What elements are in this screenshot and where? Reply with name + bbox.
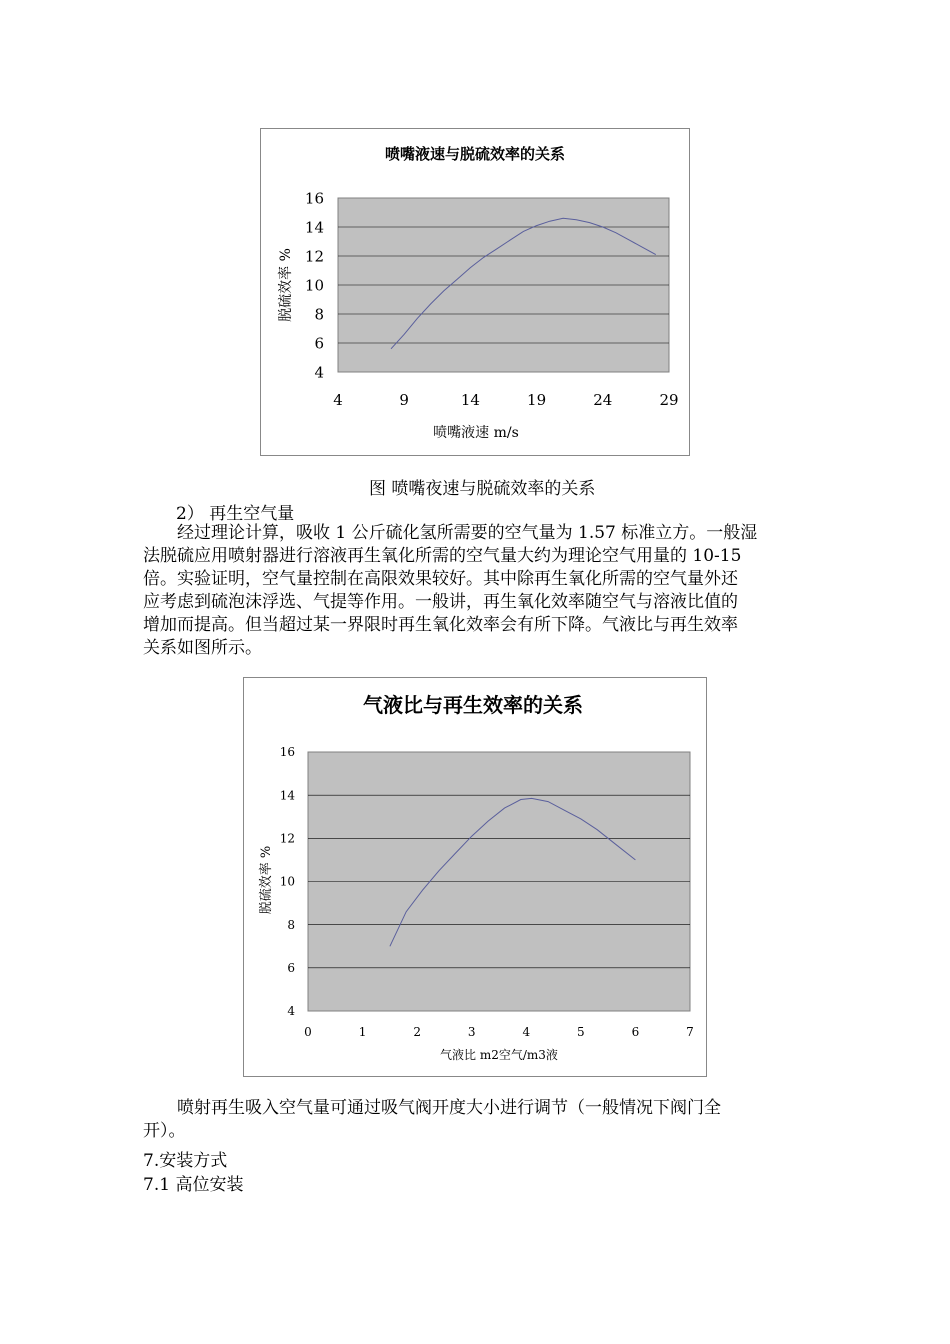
- x-tick-labels: [304, 1025, 694, 1039]
- x-tick-label: 29: [659, 391, 679, 409]
- y-tick-label: 16: [304, 189, 324, 208]
- chart-nozzle-velocity-svg: [261, 129, 689, 455]
- y-tick-label: 6: [287, 961, 295, 976]
- paragraph-air-volume: [143, 522, 808, 660]
- paragraph-line: 法脱硫应用喷射器进行溶液再生氧化所需的空气量大约为理论空气用量的 10-15: [143, 546, 742, 566]
- chart-title: 喷嘴液速与脱硫效率的关系: [384, 145, 566, 163]
- y-tick-label: 12: [279, 831, 295, 846]
- y-tick-label: 8: [287, 917, 295, 932]
- y-tick-label: 8: [314, 305, 324, 324]
- y-tick-label: 14: [304, 218, 324, 237]
- x-tick-label: 4: [333, 391, 343, 409]
- chart-nozzle-velocity: [260, 128, 690, 456]
- y-tick-label: 14: [279, 788, 295, 803]
- paragraph-line: 关系如图所示。: [143, 638, 262, 658]
- y-tick-label: 16: [279, 745, 295, 760]
- x-tick-label: 4: [522, 1025, 531, 1039]
- y-tick-label: 4: [287, 1004, 295, 1019]
- x-tick-label: 3: [467, 1025, 476, 1039]
- section-heading: 7.安装方式: [143, 1151, 228, 1171]
- x-tick-label: 9: [399, 391, 409, 409]
- x-tick-label: 7: [686, 1025, 694, 1039]
- x-axis-label: 喷嘴液速 m/s: [433, 425, 519, 441]
- y-axis-label: 脱硫效率 %: [278, 248, 294, 322]
- x-tick-label: 14: [460, 391, 480, 409]
- y-tick-label: 12: [304, 247, 324, 266]
- x-tick-label: 19: [527, 391, 547, 409]
- subsection-heading: 7.1 高位安装: [143, 1175, 244, 1195]
- paragraph-line: 应考虑到硫泡沫浮选、气提等作用。一般讲，再生氧化效率随空气与溶液比值的: [143, 592, 738, 612]
- x-tick-label: 24: [593, 391, 613, 409]
- x-tick-label: 6: [631, 1025, 640, 1039]
- paragraph-line: 倍。实验证明，空气量控制在高限效果较好。其中除再生氧化所需的空气量外还: [143, 569, 738, 589]
- chart-title: 气液比与再生效率的关系: [363, 693, 583, 717]
- chart-gas-liquid-ratio: [243, 677, 707, 1077]
- paragraph-line: 增加而提高。但当超过某一界限时再生氧化效率会有所下降。气液比与再生效率: [143, 615, 738, 635]
- y-tick-label: 4: [314, 363, 324, 382]
- x-tick-label: 1: [358, 1025, 367, 1039]
- paragraph-line: 开）。: [143, 1121, 186, 1141]
- figure-caption: 图 喷嘴夜速与脱硫效率的关系: [369, 479, 596, 499]
- section-heading: 2） 再生空气量: [176, 504, 295, 524]
- y-tick-label: 10: [279, 874, 295, 889]
- paragraph-valve: [143, 1097, 808, 1143]
- y-tick-label: 6: [314, 334, 324, 353]
- paragraph-line: 喷射再生吸入空气量可通过吸气阀开度大小进行调节（一般情况下阀门全: [177, 1098, 721, 1118]
- x-tick-label: 0: [304, 1025, 312, 1039]
- paragraph-line: 经过理论计算，吸收 1 公斤硫化氢所需要的空气量为 1.57 标准立方。一般湿: [177, 523, 758, 543]
- chart-gas-liquid-ratio-svg: [244, 678, 706, 1076]
- x-tick-labels: [333, 391, 678, 409]
- y-axis-label: 脱硫效率 %: [259, 845, 274, 915]
- y-tick-labels: [305, 189, 324, 381]
- x-tick-label: 2: [413, 1025, 421, 1039]
- x-axis-label: 气液比 m2空气/m3液: [440, 1048, 558, 1062]
- y-tick-label: 10: [304, 276, 324, 295]
- y-tick-labels: [280, 745, 296, 1018]
- x-tick-label: 5: [577, 1025, 585, 1039]
